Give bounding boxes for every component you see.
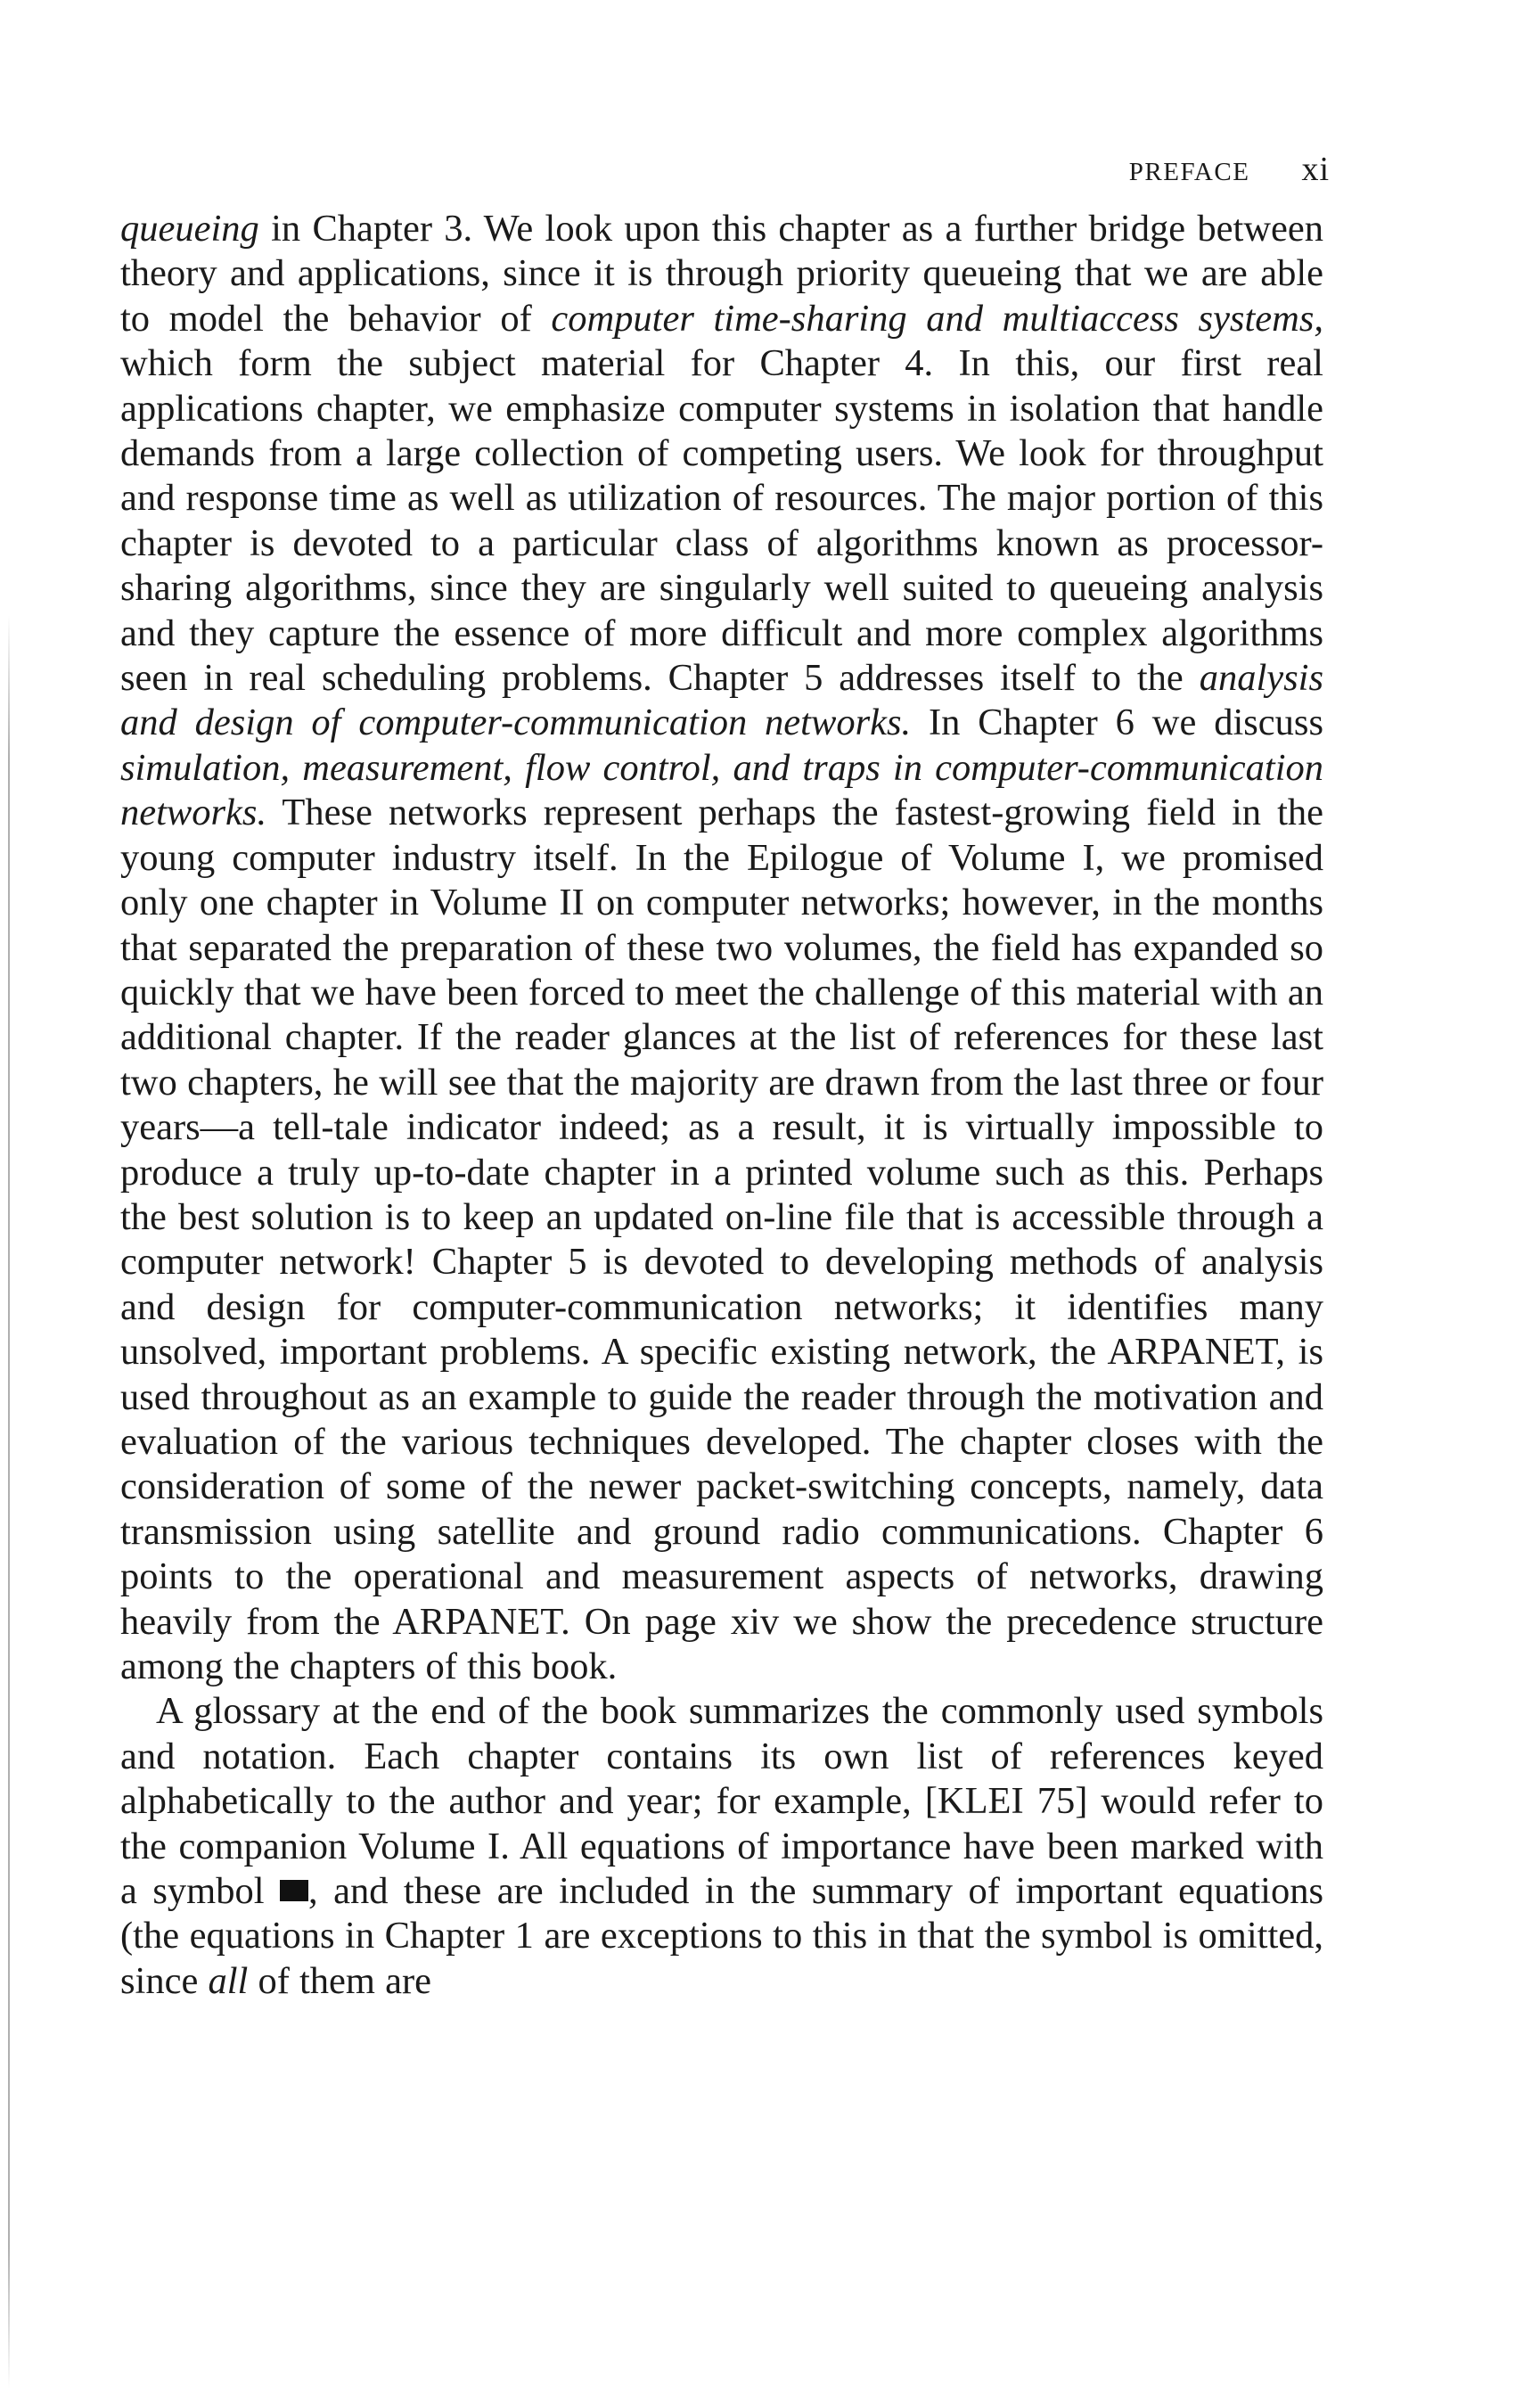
equation-marker-icon	[280, 1880, 308, 1901]
scan-binding-edge	[8, 615, 10, 2389]
italic-phrase: computer time-sharing and multiaccess systems,	[551, 297, 1323, 340]
italic-phrase: all	[208, 1959, 249, 2002]
page-number: xi	[1301, 151, 1330, 188]
italic-phrase: simulation, measurement, flow control, and traps in computer-communication networks.	[120, 746, 1323, 834]
running-head-title: PREFACE	[1128, 158, 1250, 186]
italic-phrase: analysis and design of computer-communication networks.	[120, 657, 1323, 744]
body-text	[120, 207, 1323, 2004]
text-run: These networks represent perhaps the fastest-growing field in the young computer industry itself. In the Epilogue of Volume I, we promised only one chapter in Volume II on computer networks; however, in the months that separated the preparation of these two volumes, the field has expanded so quickly that we have been forced to meet the challenge of this material with an additional chapter. If the reader glances at the list of references for these last two chapters, he will see that the majority are drawn from the last three or four years—a tell-tale indicator indeed; as a result, it is virtually impossible to produce a truly up-to-date chapter in a printed volume such as this. Perhaps the best solution is to keep an updated on-line file that is accessible through a computer network! Chapter 5 is devoted to developing methods of analysis and design for computer-communication networks; it identifies many unsolved, important problems. A specific existing network, the ARPANET, is used throughout as an example to guide the reader through the motivation and evaluation of the various techniques developed. The chapter closes with the consideration of some of the newer packet-switching concepts, namely, data transmission using satellite and ground radio communications. Chapter 6 points to the operational and measurement aspects of networks, drawing heavily from the ARPANET. On page xiv we show the precedence structure among the chapters of this book.	[120, 792, 1323, 1687]
text-run: of them are	[248, 1959, 431, 2002]
paragraph	[120, 1689, 1323, 2004]
text-run: which form the subject material for Chapter 4. In this, our first real applications chapter, we emphasize computer systems in isolation that handle demands from a large collection of competing users. We look for throughput and response time as well as utilization of resources. The major portion of this chapter is devoted to a particular class of algorithms known as processor-sharing algorithms, since they are singularly well suited to queueing analysis and they capture the essence of more difficult and more complex algorithms seen in real scheduling problems. Chapter 5 addresses itself to the	[120, 342, 1323, 700]
text-run: In Chapter 6 we discuss	[911, 702, 1323, 744]
running-head	[927, 150, 1330, 189]
text-run: A glossary at the end of the book summarizes the commonly used symbols and notation. Each chapter contains its own list of references keyed alphabetically to the author and year; for example, [KLEI 75] would refer to the companion Volume I. All equations of importance have been marked with a symbol	[120, 1690, 1323, 1913]
text-run: , and these are included in the summary of important equations (the equations in Chapter 1 are exceptions to this in that the symbol is omitted, since	[120, 1870, 1323, 2002]
italic-phrase: queueing	[120, 208, 259, 250]
paragraph	[120, 207, 1323, 1689]
text-run: in Chapter 3. We look upon this chapter as a further bridge between theory and applications, since it is through priority queueing that we are able to model the behavior of	[120, 208, 1323, 340]
